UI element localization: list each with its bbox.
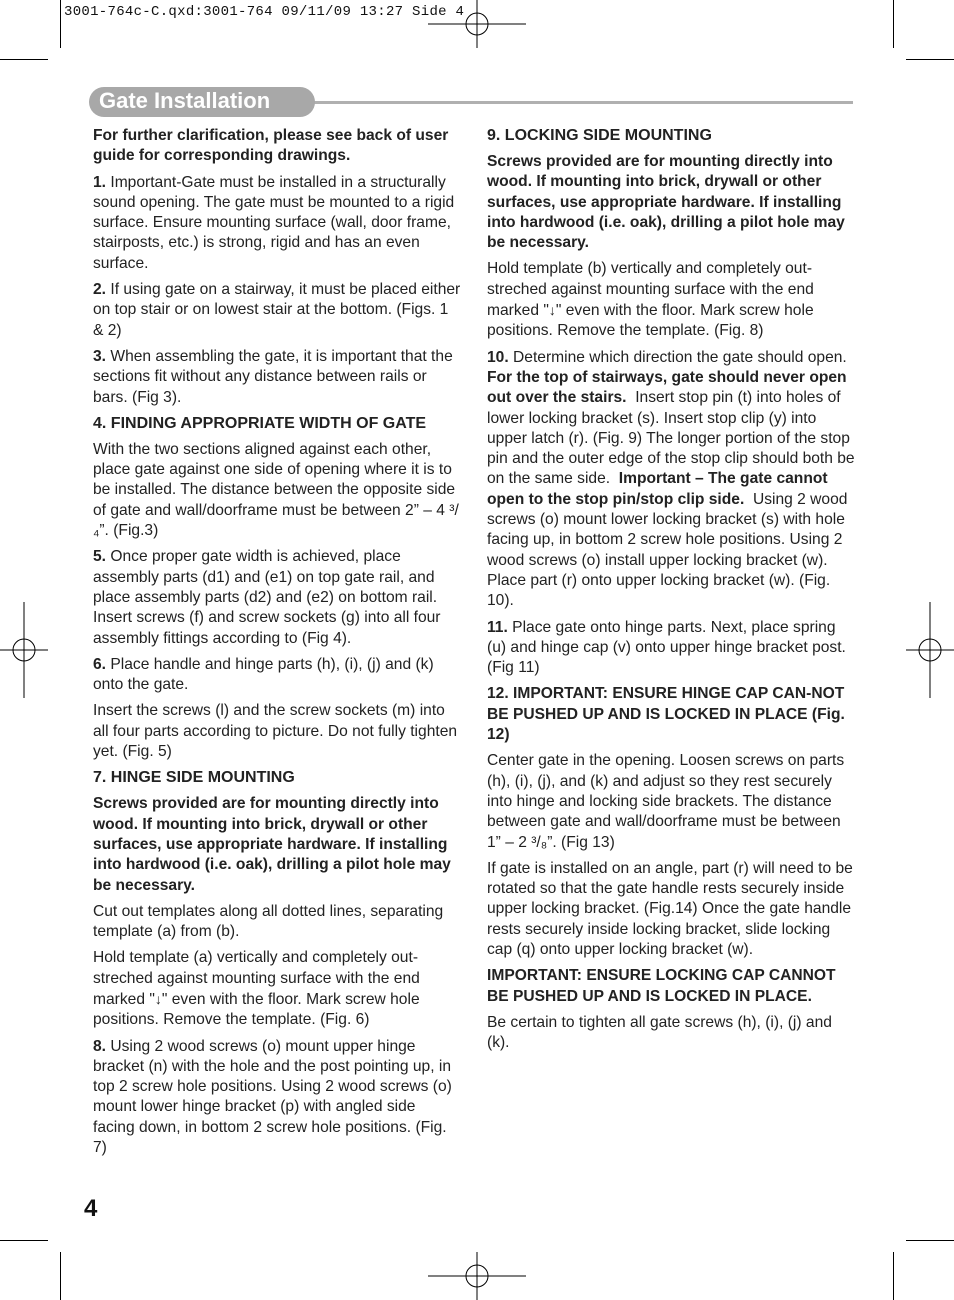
step-4: With the two sections aligned against each other, place gate against one side of opening where it is to be installed. The distance between the opposite side of gate and wall/doorframe must be between 2” – 4 ³/₄”. (Fig.3) xyxy=(93,440,459,540)
section-title: Gate Installation xyxy=(99,88,271,113)
registration-mark-bottom xyxy=(428,1252,526,1300)
crop-mark xyxy=(893,0,894,48)
step-12a: Center gate in the opening. Loosen screws on parts (h), (i), (j), and (k) and adjust so they rest securely into hinge and locking side brackets. The distance between gate and wall/doorframe must be between 1” – 2 ³/₈”. (Fig 13) xyxy=(487,752,845,851)
print-slug: 3001-764c-C.qxd:3001-764 09/11/09 13:27 Side 4 xyxy=(64,4,465,20)
step-12-important: IMPORTANT: ENSURE LOCKING CAP CANNOT BE PUSHED UP AND IS LOCKED IN PLACE. xyxy=(487,967,836,1005)
step-1: 1. Important-Gate must be installed in a structurally sound opening. The gate must be mounted to a rigid surface. Ensure mounting surface (wall, door frame, stairposts, etc.) is strong, rigid and has an even surface. xyxy=(93,173,455,272)
registration-mark-right xyxy=(906,602,954,698)
step-12-heading: 12. IMPORTANT: ENSURE HINGE CAP CAN-NOT BE PUSHED UP AND IS LOCKED IN PLACE (Fig. 12) xyxy=(487,685,845,744)
step-10: 10. Determine which direction the gate should open. For the top of stairways, gate should never open out over the stairs. Insert stop pin (t) into holes of lower locking bracket (s). Insert stop clip (y) into upper latch (r). (Fig. 9) The longer portion of the stop pin and the outer edge of the stop clip should both be on the same side. Important – The gate cannot open to the stop pin/stop clip side. Using 2 wood screws (o) mount lower locking bracket (s) with hole facing up, in bottom 2 screw hole positions. Using 2 wood screws (o) install upper locking bracket (w). Place part (r) onto upper locking bracket (w). (Fig. 10). xyxy=(487,348,855,610)
step-8: 8. Using 2 wood screws (o) mount upper hinge bracket (n) with the hole and the post pointing up, in top 2 screw hole positions. Using 2 wood screws (o) mount lower hinge bracket (p) with angled side facing down, in bottom 2 screw hole positions. (Fig. 7) xyxy=(93,1037,452,1157)
left-column xyxy=(93,126,461,1164)
page-number: 4 xyxy=(84,1195,98,1222)
step-7b: Hold template (a) vertically and completely out-streched against mounting surface with the end marked "↓" even with the floor. Mark screw hole positions. Remove the template. (Fig. 6) xyxy=(93,949,420,1029)
step-9-heading: 9. LOCKING SIDE MOUNTING xyxy=(487,127,712,144)
registration-mark-top xyxy=(428,0,526,48)
right-column xyxy=(487,126,855,1059)
step-5: 5. Once proper gate width is achieved, place assembly parts (d1) and (e1) on top gate rail, and place assembly parts (d2) and (e2) on bottom rail. Insert screws (f) and screw sockets (g) into all four assembly fittings according to (Fig 4). xyxy=(93,548,441,647)
crop-mark xyxy=(0,59,48,60)
registration-mark-left xyxy=(0,602,48,698)
step-6-continued: Insert the screws (l) and the screw sockets (m) into all four parts according to picture. Do not fully tighten yet. (Fig. 5) xyxy=(93,702,458,761)
step-12b: If gate is installed on an angle, part (r) will need to be rotated so that the gate handle rests securely inside upper locking bracket. (Fig.14) Once the gate handle rests securely inside locking bracket, slide locking cap (q) onto upper locking bracket (w). xyxy=(487,859,853,958)
step-9-warning: Screws provided are for mounting directly into wood. If mounting into brick, drywall or other surfaces, use appropriate hardware. If installing into hardwood (i.e. oak), drilling a pilot hole may be necessary. xyxy=(487,153,845,252)
crop-mark xyxy=(60,0,61,48)
step-6: 6. Place handle and hinge parts (h), (i), (j) and (k) onto the gate. xyxy=(93,655,434,694)
step-11: 11. Place gate onto hinge parts. Next, place spring (u) and hinge cap (v) onto upper hinge bracket post. (Fig 11) xyxy=(487,618,846,677)
crop-mark xyxy=(60,1252,61,1300)
crop-mark xyxy=(906,1240,954,1241)
crop-mark xyxy=(906,59,954,60)
crop-mark xyxy=(0,1240,48,1241)
arrow-down-icon: ↓ xyxy=(548,302,556,319)
step-7-warning: Screws provided are for mounting directly into wood. If mounting into brick, drywall or other surfaces, use appropriate hardware. If installing into hardwood (i.e. oak), drilling a pilot hole may be necessary. xyxy=(93,795,451,894)
step-4-heading: 4. FINDING APPROPRIATE WIDTH OF GATE xyxy=(93,414,427,432)
step-7a: Cut out templates along all dotted lines, separating template (a) from (b). xyxy=(93,902,444,941)
header-rule xyxy=(300,101,853,104)
step-12c: Be certain to tighten all gate screws (h), (i), (j) and (k). xyxy=(487,1013,832,1052)
section-header xyxy=(89,87,315,117)
crop-mark xyxy=(893,1252,894,1300)
step-9a: Hold template (b) vertically and completely out-streched against mounting surface with the end marked "↓" even with the floor. Mark screw hole positions. Remove the template. (Fig. 8) xyxy=(487,260,814,340)
arrow-down-icon: ↓ xyxy=(154,990,162,1007)
step-2: 2. If using gate on a stairway, it must be placed either on top stair or on lowest stair at the bottom. (Figs. 1 & 2) xyxy=(93,281,461,339)
step-3: 3. When assembling the gate, it is important that the sections fit without any distance between rails or bars. (Fig 3). xyxy=(93,347,453,406)
step-7-heading: 7. HINGE SIDE MOUNTING xyxy=(93,769,295,787)
intro-note: For further clarification, please see back of user guide for corresponding drawings. xyxy=(93,127,449,165)
